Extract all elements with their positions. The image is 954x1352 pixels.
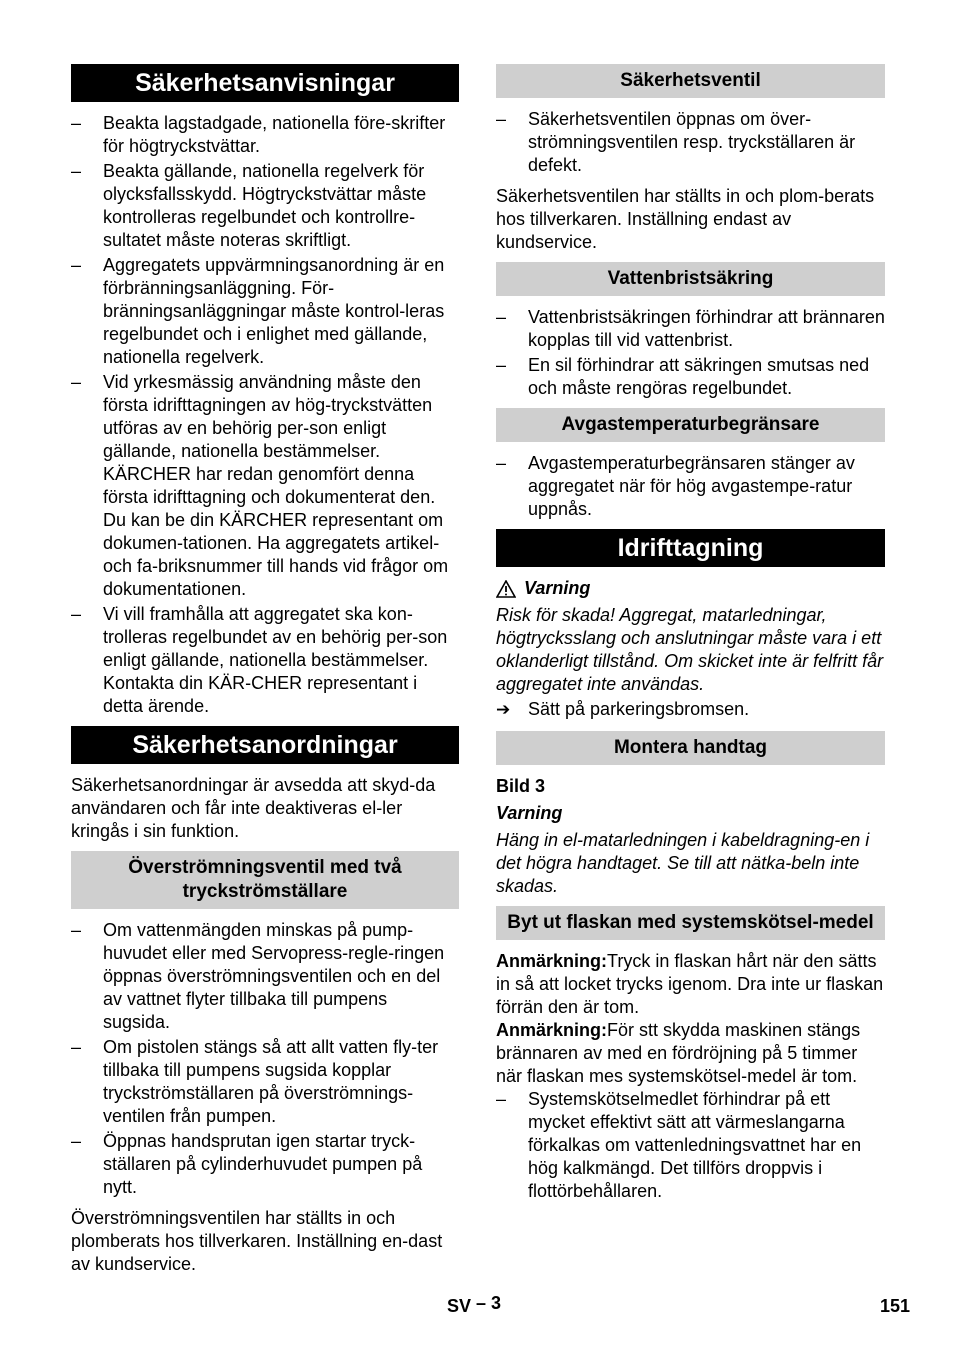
warning-label: Varning xyxy=(524,578,591,598)
heading-sakerhetsanvisningar: Säkerhetsanvisningar xyxy=(71,64,459,102)
list-item: – Om pistolen stängs så att allt vatten fly-ter tillbaka till pumpens sugsida kopplar tryckströmställaren på överströmnings-ventilen från pumpen. xyxy=(71,1037,439,1126)
list-sakerhetsanvisningar xyxy=(71,112,459,718)
arrow-right-icon: ➔ xyxy=(496,700,511,719)
instruction-step xyxy=(496,698,885,721)
figure-reference: Bild 3 xyxy=(496,776,546,796)
list-item: – Vattenbristsäkringen förhindrar att brännaren kopplas till vid vattenbrist. xyxy=(496,307,885,350)
list-item: – Beakta gällande, nationella regelverk för olycksfallsskydd. Högtryckstvättar måste kontrolleras regelbundet och kontrollre-sultatet måste noteras skriftligt. xyxy=(71,161,427,250)
language-page: – 3 xyxy=(476,1293,502,1313)
list-item: – Säkerhetsventilen öppnas om över-strömningsventilen resp. tryckställaren är defekt. xyxy=(496,109,856,175)
note-label: Anmärkning: xyxy=(496,951,608,971)
language-code: SV xyxy=(447,1296,472,1316)
warning-text: Risk för skada! Aggregat, matarledningar, högtrycksslang och anslutningar måste vara i ett oklanderligt tillstånd. Om skicket inte är felfritt får aggregatet inte användas. xyxy=(496,605,884,694)
list-item: – En sil förhindrar att säkringen smutsas ned och måste rengöras regelbundet. xyxy=(496,355,870,398)
heading-montera-handtag: Montera handtag xyxy=(496,731,885,765)
note-2 xyxy=(496,1019,885,1088)
list-item: – Systemskötselmedlet förhindrar på ett mycket effektivt sätt att värmeslangarna förkalkas om vattenledningsvattnet har en hög kalkmängd. Det tillförs droppvis i flottörbehållaren. xyxy=(496,1089,862,1201)
list-item: – Om vattenmängden minskas på pump-huvudet eller med Servopress-regle-ringen öppnas överströmningsventilen och en del av vattnet flyter tillbaka till pumpens sugsida. xyxy=(71,920,445,1032)
warning-heading xyxy=(496,577,885,600)
warning-text-2: Häng in el-matarledningen i kabeldragning-en i det högra handtaget. Se till att nätka-beln inte skadas. xyxy=(496,830,870,896)
heading-vattenbristsakring: Vattenbristsäkring xyxy=(496,262,885,296)
list-item: – Vi vill framhålla att aggregatet ska kon-trolleras regelbundet av en behörig per-son enligt gällande, nationella bestämmelser. Kontakta din KÄR-CHER representant i detta ärende. xyxy=(71,604,448,716)
list-overstromningsventil xyxy=(71,919,459,1199)
heading-idrifttagning: Idrifttagning xyxy=(496,529,885,567)
list-item: – Vid yrkesmässig användning måste den första idrifttagningen av hög-tryckstvätten utföras av en behörig per-son enligt gällande, nationella bestämmelser. KÄRCHER har redan genomfört denna första idrifttagning och dokumenterat den. Du kan be din KÄRCHER representant om dokumen-tationen. Ha aggregatets artikel- och fa-briksnummer till hands vid frågor om dokumentationen. xyxy=(71,372,449,599)
list-byt-ut-flaskan xyxy=(496,1088,885,1203)
list-item: – Aggregatets uppvärmningsanordning är en förbränningsanläggning. För-bränningsanläggningar måste kontrol-leras regelbundet och i enlighet med gällande, nationella regelverk. xyxy=(71,255,445,367)
paragraph-sakerhetsanordningar: Säkerhetsanordningar är avsedda att skyd-da användaren och får inte deaktiveras el-ler kringås i sin funktion. xyxy=(71,775,436,841)
list-item: – Avgastemperaturbegränsaren stänger av aggregatet när för hög avgastempe-ratur uppnås. xyxy=(496,453,855,519)
note-text: För stt skydda maskinen stängs brännaren av med en fördröjning på 5 timmer när flaskan mes systemskötsel-medel är tom. xyxy=(496,1020,861,1086)
heading-overstromningsventil: Överströmningsventil med två tryckströmställare xyxy=(71,851,459,909)
heading-sakerhetsventil: Säkerhetsventil xyxy=(496,64,885,98)
footer-language xyxy=(447,1293,502,1317)
heading-sakerhetsanordningar: Säkerhetsanordningar xyxy=(71,726,459,764)
heading-avgastemperaturbegransare: Avgastemperaturbegränsare xyxy=(496,408,885,442)
list-avgastemperaturbegransare xyxy=(496,452,885,521)
warning-label-2: Varning xyxy=(496,803,563,823)
warning-triangle-icon xyxy=(496,580,516,598)
paragraph-overstromningsventil: Överströmningsventilen har ställts in och plomberats hos tillverkaren. Inställning en-dast av kundservice. xyxy=(71,1208,443,1274)
right-column xyxy=(496,64,885,1211)
note-label: Anmärkning: xyxy=(496,1020,608,1040)
note-text: Tryck in flaskan hårt när den sätts in så att locket trycks igenom. Dra inte ur flaskan förrän den är tom. xyxy=(496,951,884,1017)
page-number: 151 xyxy=(880,1296,911,1316)
list-vattenbristsakring xyxy=(496,306,885,400)
note-1 xyxy=(496,950,885,1019)
instruction-text: Sätt på parkeringsbromsen. xyxy=(528,699,750,719)
paragraph-sakerhetsventil: Säkerhetsventilen har ställts in och plom-berats hos tillverkaren. Inställning endast av kundservice. xyxy=(496,186,875,252)
list-sakerhetsventil xyxy=(496,108,885,177)
list-item: – Beakta lagstadgade, nationella före-skrifter för högtryckstvättar. xyxy=(71,113,446,156)
list-item: – Öppnas handsprutan igen startar tryck-ställaren på cylinderhuvudet pumpen på nytt. xyxy=(71,1131,423,1197)
heading-byt-ut-flaskan: Byt ut flaskan med systemskötsel-medel xyxy=(496,906,885,940)
left-column xyxy=(71,64,459,1284)
